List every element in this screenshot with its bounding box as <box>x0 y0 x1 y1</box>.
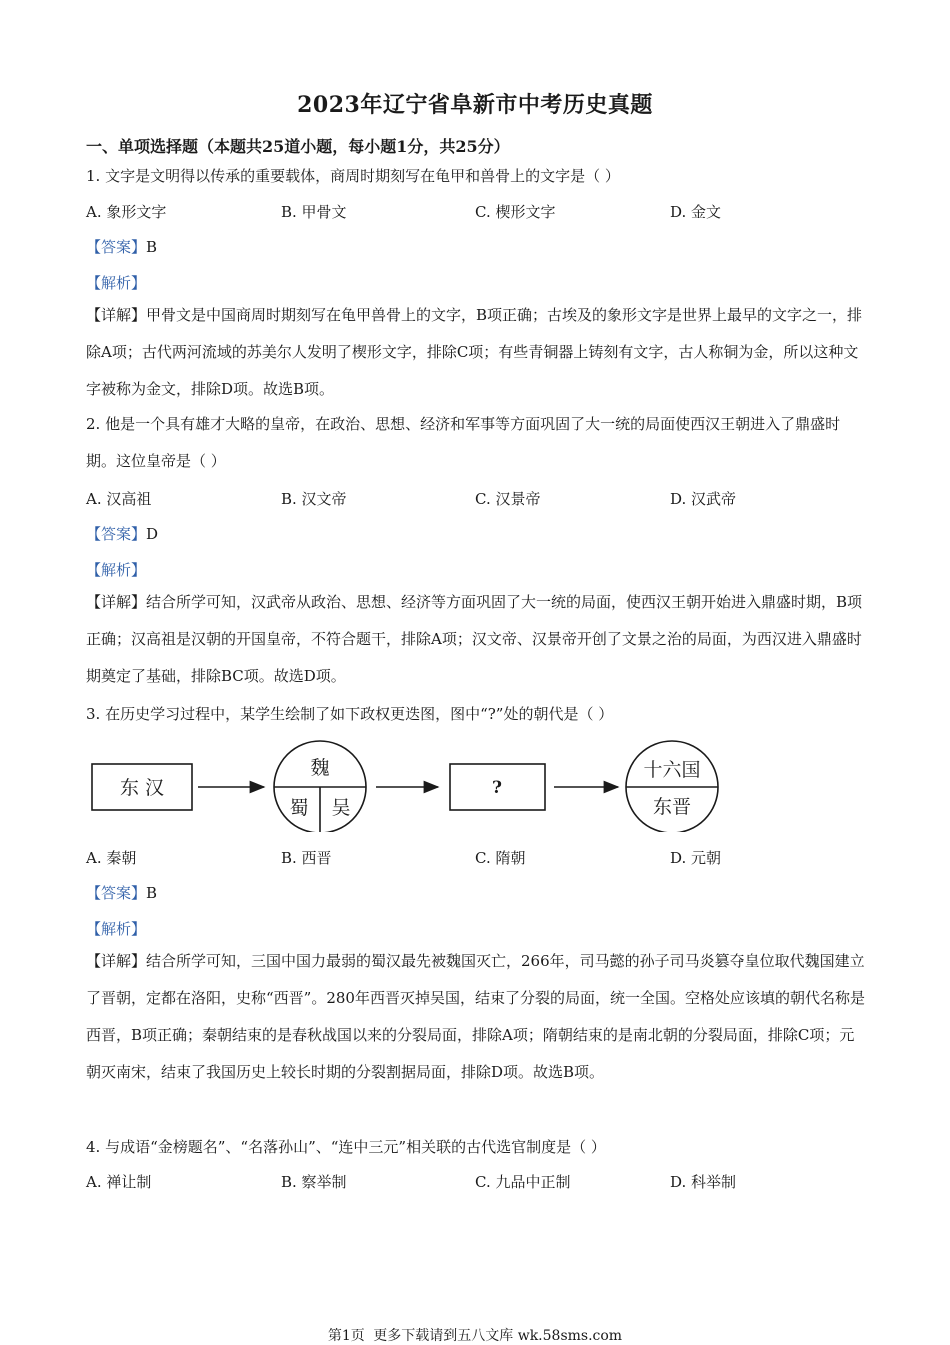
q1-answer: B <box>146 238 158 256</box>
q2-analysis-label: 【解析】 <box>86 561 147 579</box>
question-4-options <box>86 1171 866 1195</box>
box2-label: ? <box>492 778 502 798</box>
answer-label: 【答案】 <box>86 238 147 256</box>
question-3-stem: 3. 在历史学习过程中，某学生绘制了如下政权更迭图，图中“?”处的朝代是（ ） <box>86 705 614 723</box>
regime-succession-diagram <box>86 736 736 832</box>
question-3-options <box>86 847 866 871</box>
q2-answer: D <box>146 525 159 543</box>
circle2-bottom-label: 东晋 <box>652 796 692 818</box>
question-1-stem: 1. 文字是文明得以传承的重要载体，商周时期刻写在龟甲和兽骨上的文字是（ ） <box>86 167 620 185</box>
footer-promo: 更多下载请到五八文库 wk.58sms.com <box>373 1328 623 1344</box>
q4-option-a: A. 禅让制 <box>86 1173 152 1191</box>
q1-option-b: B. 甲骨文 <box>281 203 347 221</box>
q3-option-b: B. 西晋 <box>281 849 332 867</box>
q2-answer-line <box>86 523 158 544</box>
q3-answer: B <box>146 884 158 902</box>
circle2-top-label: 十六国 <box>643 759 701 781</box>
page-title: 2023年辽宁省阜新市中考历史真题 <box>297 92 653 118</box>
question-2-stem: 2. 他是一个具有雄才大略的皇帝，在政治、思想、经济和军事等方面巩固了大一统的局面使西汉王朝进入了鼎盛时期。这位皇帝是（ ） <box>86 415 841 470</box>
circle1-left-label: 蜀 <box>289 797 309 819</box>
box1-label: 东 汉 <box>119 777 165 799</box>
box-eastern-han <box>92 764 192 810</box>
q3-option-a: A. 秦朝 <box>86 849 137 867</box>
page-number: 第1页 <box>327 1328 365 1344</box>
box-unknown-dynasty <box>450 764 545 810</box>
q2-option-a: A. 汉高祖 <box>86 490 152 508</box>
q1-option-c: C. 楔形文字 <box>475 203 556 221</box>
q2-option-d: D. 汉武帝 <box>670 490 737 508</box>
q1-detail-text: 甲骨文是中国商周时期刻写在龟甲兽骨上的文字，B项正确；古埃及的象形文字是世界上最早的文字之一，排除A项；古代两河流域的苏美尔人发明了楔形文字，排除C项；有些青铜器上铸刻有文字，古人称铜为金，所以这种文字被称为金文，排除D项。故选B项。 <box>86 306 863 398</box>
q3-answer-line <box>86 882 157 903</box>
detail-label: 【详解】 <box>86 952 147 970</box>
q3-detail-text: 结合所学可知，三国中国力最弱的蜀汉最先被魏国灭亡，266年，司马懿的孙子司马炎篡夺皇位取代魏国建立了晋朝，定都在洛阳，史称“西晋”。280年西晋灭掉吴国，结束了分裂的局面，统一全国。空格处应该填的朝代名称是西晋，B项正确；秦朝结束的是春秋战国以来的分裂局面，排除A项；隋朝结束的是南北朝的分裂局面，排除C项；元朝灭南宋，结束了我国历史上较长时期的分裂割据局面，排除D项。故选B项。 <box>86 952 865 1081</box>
q2-option-b: B. 汉文帝 <box>281 490 347 508</box>
q3-analysis-label: 【解析】 <box>86 920 147 938</box>
page-footer <box>0 1325 950 1345</box>
q2-option-c: C. 汉景帝 <box>475 490 541 508</box>
q4-option-b: B. 察举制 <box>281 1173 347 1191</box>
q1-option-d: D. 金文 <box>670 203 722 221</box>
q3-detail <box>86 943 866 1091</box>
q1-analysis-label: 【解析】 <box>86 274 147 292</box>
q1-option-a: A. 象形文字 <box>86 203 167 221</box>
circle1-top-label: 魏 <box>310 757 330 779</box>
question-1-options <box>86 201 866 225</box>
q1-answer-line <box>86 236 157 257</box>
circle-three-kingdoms <box>274 741 366 832</box>
q3-option-d: D. 元朝 <box>670 849 722 867</box>
q2-detail <box>86 584 866 695</box>
detail-label: 【详解】 <box>86 593 147 611</box>
circle1-right-label: 吴 <box>331 797 351 819</box>
question-4-stem: 4. 与成语“金榜题名”、“名落孙山”、“连中三元”相关联的古代选官制度是（ ） <box>86 1138 606 1156</box>
q3-option-c: C. 隋朝 <box>475 849 526 867</box>
q2-detail-text: 结合所学可知，汉武帝从政治、思想、经济等方面巩固了大一统的局面，使西汉王朝开始进入鼎盛时期，B项正确；汉高祖是汉朝的开国皇帝，不符合题干，排除A项；汉文帝、汉景帝开创了文景之治的局面，为西汉进入鼎盛时期奠定了基础，排除BC项。故选D项。 <box>86 593 863 685</box>
question-2-options <box>86 488 866 512</box>
q4-option-d: D. 科举制 <box>670 1173 737 1191</box>
q1-detail <box>86 297 866 408</box>
section-heading: 一、单项选择题（本题共25道小题，每小题1分，共25分） <box>86 137 510 156</box>
circle-sixteen-kingdoms <box>626 741 718 832</box>
detail-label: 【详解】 <box>86 306 147 324</box>
answer-label: 【答案】 <box>86 525 147 543</box>
answer-label: 【答案】 <box>86 884 147 902</box>
q4-option-c: C. 九品中正制 <box>475 1173 571 1191</box>
